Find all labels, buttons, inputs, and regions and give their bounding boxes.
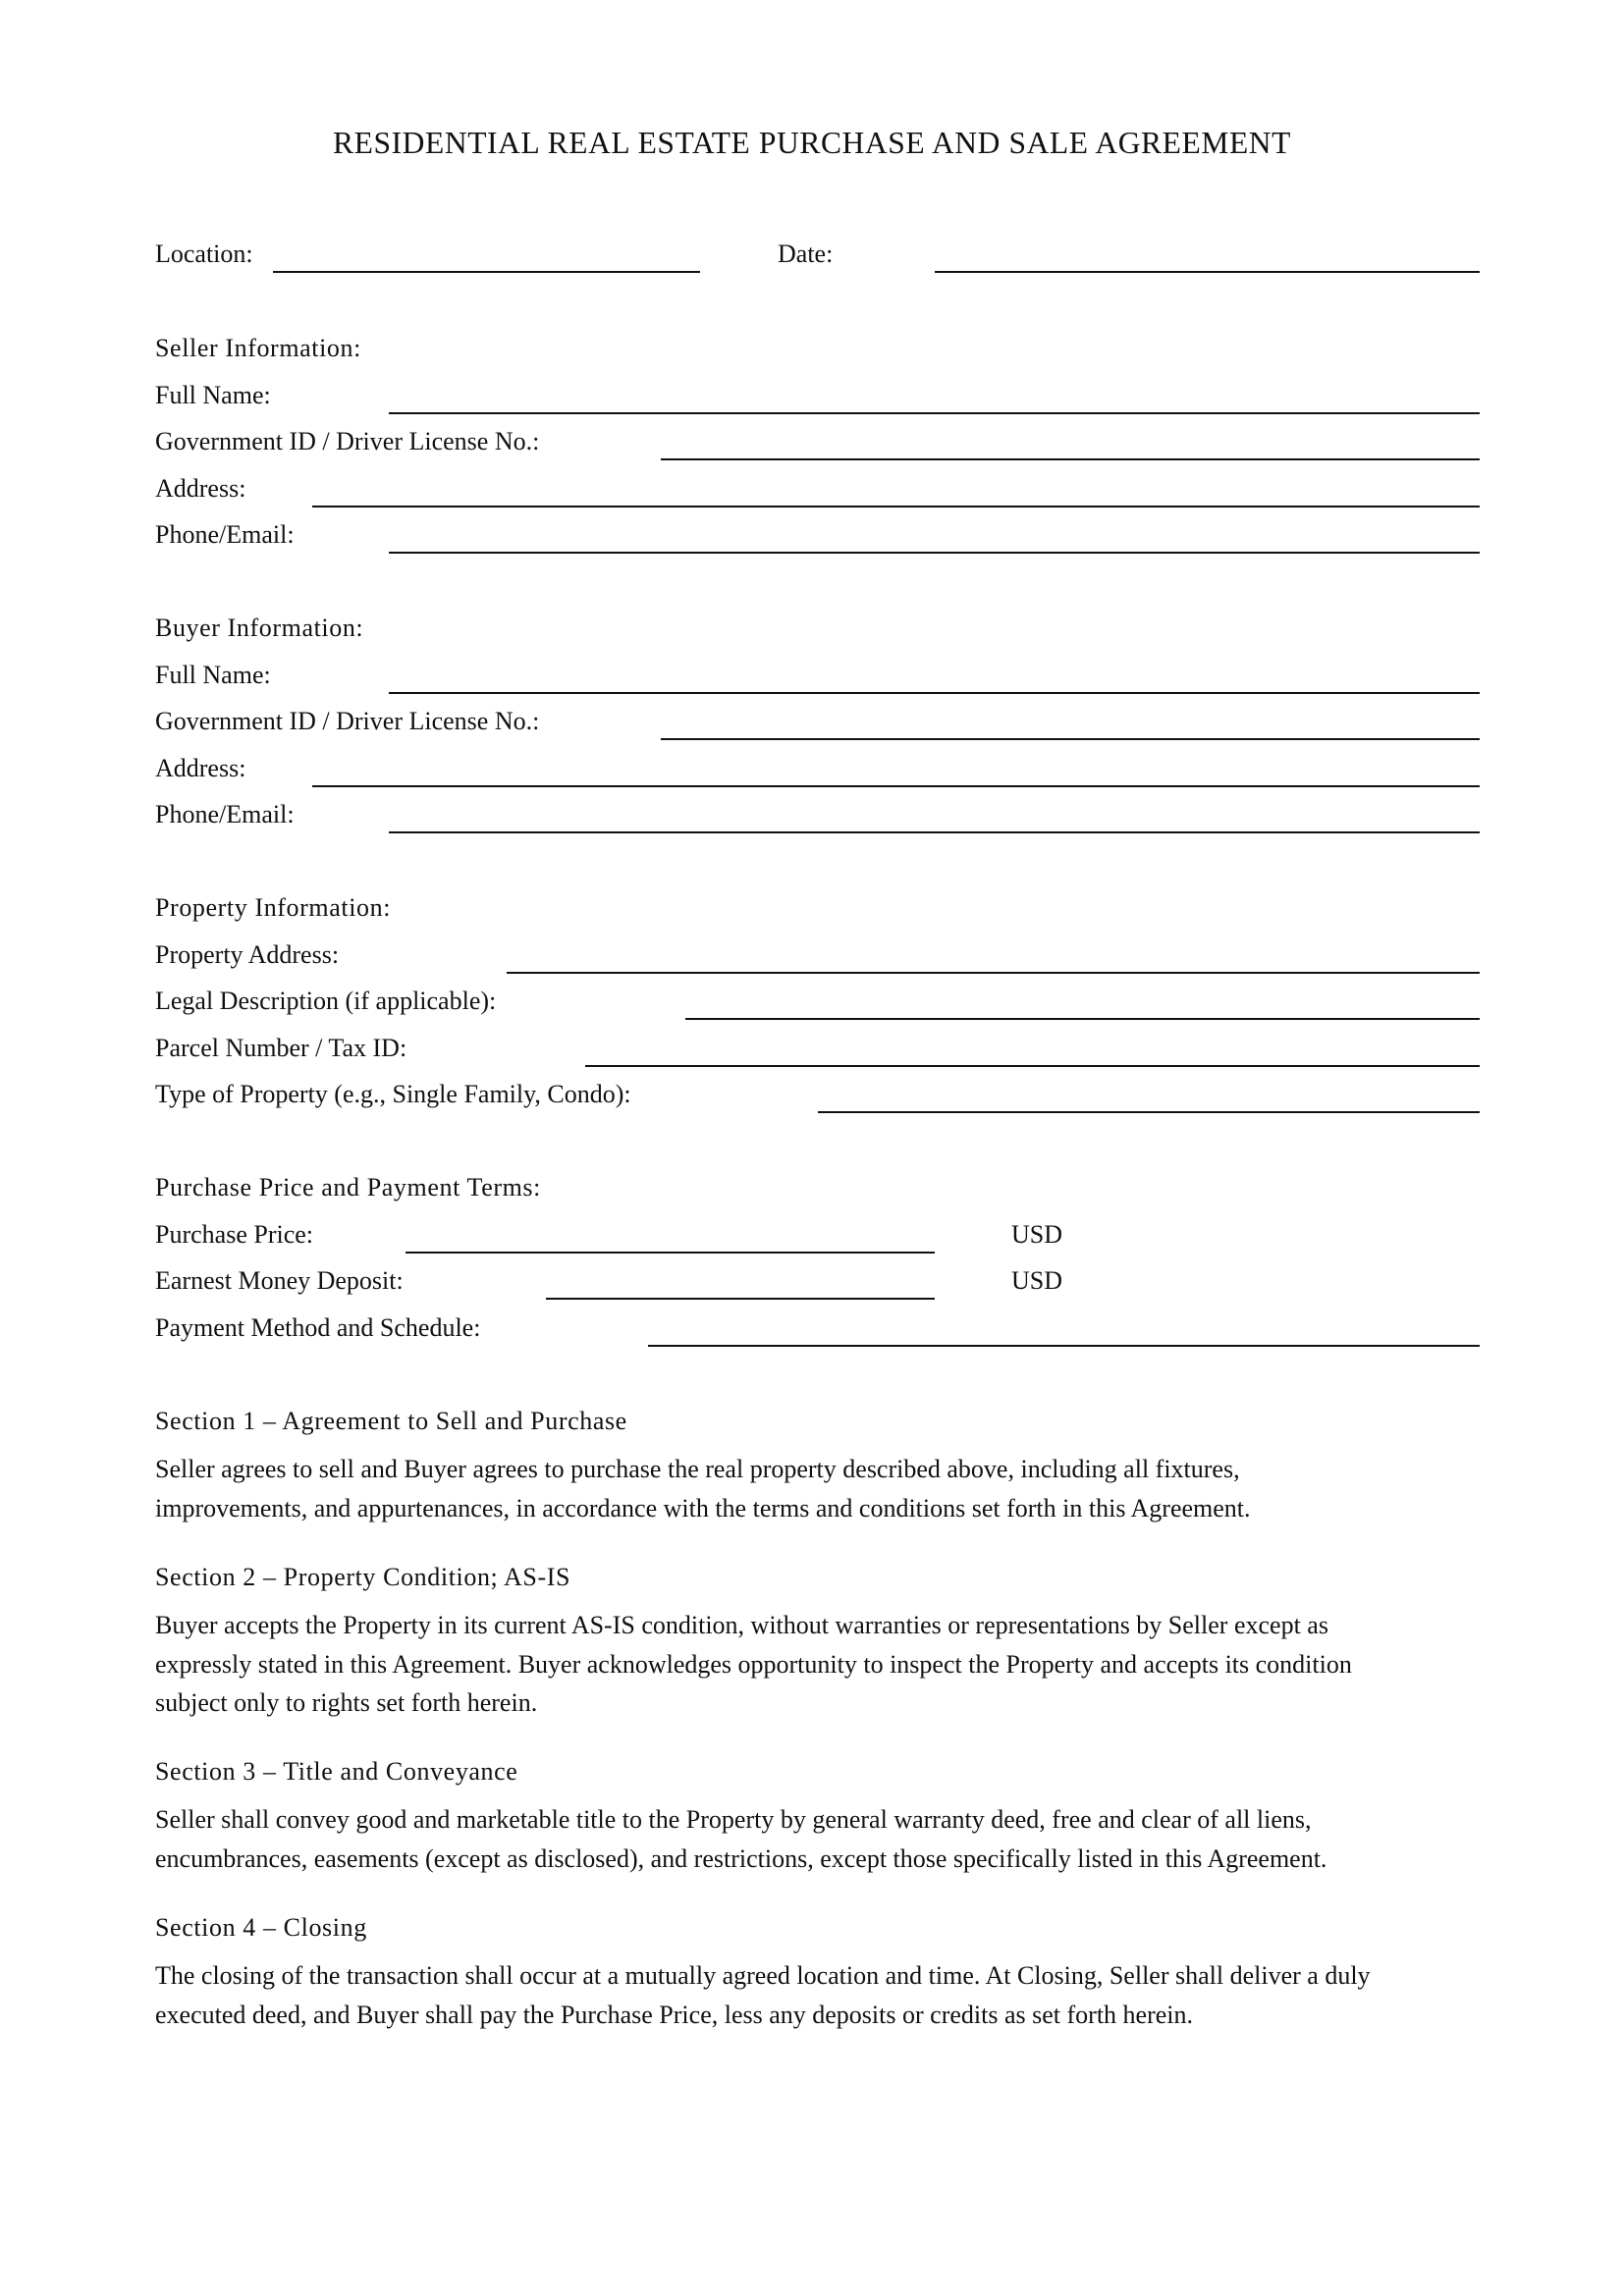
section-2-heading: Section 2 – Property Condition; AS-IS: [155, 1563, 571, 1591]
buyer-contact-label: Phone/Email:: [155, 800, 295, 828]
section-2-line: expressly stated in this Agreement. Buyer acknowledges opportunity to inspect the Property and accepts its condition: [155, 1649, 1352, 1679]
legal-description-label: Legal Description (if applicable):: [155, 987, 497, 1015]
section-3-body: [155, 1800, 1481, 1878]
seller-address-label: Address:: [155, 474, 246, 503]
section-4-body: [155, 1956, 1481, 2034]
buyer-contact-field[interactable]: [389, 804, 1480, 833]
seller-gov-id-label: Government ID / Driver License No.:: [155, 427, 540, 455]
seller-contact-field[interactable]: [389, 524, 1480, 554]
location-field[interactable]: [273, 243, 700, 273]
section-3-line: encumbrances, easements (except as disclosed), and restrictions, except those specifically listed in this Agreement.: [155, 1843, 1327, 1873]
section-3-line: Seller shall convey good and marketable title to the Property by general warranty deed, free and clear of all liens,: [155, 1805, 1312, 1834]
buyer-full-name-field[interactable]: [389, 665, 1480, 694]
section-4-line: executed deed, and Buyer shall pay the Purchase Price, less any deposits or credits as set forth herein.: [155, 2000, 1193, 2029]
seller-full-name-label: Full Name:: [155, 381, 271, 409]
property-type-field[interactable]: [818, 1084, 1480, 1113]
seller-contact-label: Phone/Email:: [155, 520, 295, 549]
section-1-heading: Section 1 – Agreement to Sell and Purchase: [155, 1407, 627, 1435]
seller-address-field[interactable]: [312, 478, 1480, 507]
seller-gov-id-field[interactable]: [661, 431, 1480, 460]
section-1-line: Seller agrees to sell and Buyer agrees to purchase the real property described above, including all fixtures,: [155, 1455, 1240, 1483]
payment-method-field[interactable]: [648, 1317, 1480, 1347]
parcel-number-field[interactable]: [585, 1038, 1480, 1067]
payment-heading: Purchase Price and Payment Terms:: [155, 1173, 541, 1201]
earnest-deposit-label: Earnest Money Deposit:: [155, 1266, 404, 1295]
date-field[interactable]: [935, 243, 1480, 273]
legal-description-field[interactable]: [685, 990, 1480, 1020]
purchase-price-currency: USD: [1011, 1220, 1063, 1249]
section-3-heading: Section 3 – Title and Conveyance: [155, 1757, 518, 1786]
section-1-body: [155, 1450, 1481, 1527]
property-type-label: Type of Property (e.g., Single Family, Condo):: [155, 1080, 631, 1108]
property-address-field[interactable]: [507, 944, 1480, 974]
earnest-deposit-field[interactable]: [546, 1270, 935, 1300]
section-1-line: improvements, and appurtenances, in accordance with the terms and conditions set forth in this Agreement.: [155, 1493, 1251, 1522]
property-heading: Property Information:: [155, 893, 392, 922]
location-label: Location:: [155, 240, 253, 268]
parcel-number-label: Parcel Number / Tax ID:: [155, 1034, 407, 1062]
purchase-price-label: Purchase Price:: [155, 1220, 314, 1249]
document-title: RESIDENTIAL REAL ESTATE PURCHASE AND SALE AGREEMENT: [333, 126, 1291, 160]
section-4-line: The closing of the transaction shall occur at a mutually agreed location and time. At Closing, Seller shall deliver a duly: [155, 1961, 1371, 1990]
section-2-line: Buyer accepts the Property in its current AS-IS condition, without warranties or representations by Seller except as: [155, 1611, 1328, 1639]
seller-full-name-field[interactable]: [389, 385, 1480, 414]
buyer-address-field[interactable]: [312, 758, 1480, 787]
earnest-deposit-currency: USD: [1011, 1266, 1063, 1295]
property-address-label: Property Address:: [155, 940, 340, 969]
seller-heading: Seller Information:: [155, 334, 361, 362]
section-4-heading: Section 4 – Closing: [155, 1913, 367, 1942]
buyer-gov-id-label: Government ID / Driver License No.:: [155, 707, 540, 735]
purchase-price-field[interactable]: [406, 1224, 935, 1254]
section-2-line: subject only to rights set forth herein.: [155, 1688, 538, 1717]
buyer-full-name-label: Full Name:: [155, 661, 271, 689]
buyer-heading: Buyer Information:: [155, 614, 364, 642]
buyer-gov-id-field[interactable]: [661, 711, 1480, 740]
date-label: Date:: [778, 240, 834, 268]
section-2-body: [155, 1606, 1481, 1723]
buyer-address-label: Address:: [155, 754, 246, 782]
payment-method-label: Payment Method and Schedule:: [155, 1313, 481, 1342]
